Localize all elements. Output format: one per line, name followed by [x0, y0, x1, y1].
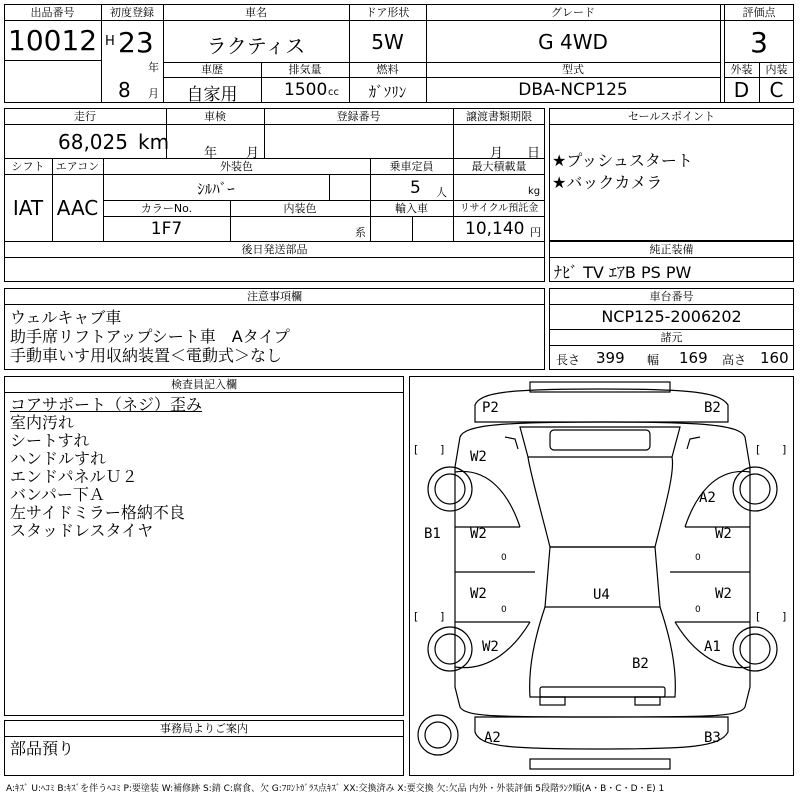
inspector-line-1: コアサポート（ネジ）歪み [10, 395, 203, 414]
office-label: 事務局よりご案内 [160, 722, 248, 735]
length-value: 399 [596, 349, 625, 367]
exterior-label: 外装 [730, 63, 753, 76]
mark-w2-r2: W2 [715, 586, 732, 602]
score-label: 評価点 [742, 6, 776, 19]
mileage-unit: km [138, 130, 170, 154]
recycle-value: 10,140 [465, 219, 525, 239]
shift-value: IAT [12, 196, 44, 220]
bracket-open-2: [ [756, 443, 761, 456]
color-label: 外装色 [220, 160, 253, 173]
bracket-open-4: [ [756, 610, 761, 623]
max-load-label: 最大積載量 [471, 160, 527, 173]
mark-w2-fl: W2 [470, 449, 487, 465]
first-reg-month-unit: 月 [148, 87, 159, 100]
history-label: 車歴 [201, 63, 223, 76]
car-name-label: 車名 [245, 6, 267, 19]
zero-mark-3: 0 [501, 605, 507, 615]
exterior-value: D [733, 78, 750, 102]
color-no-label: カラーNo. [140, 202, 193, 215]
aircon-value: AAC [56, 196, 99, 220]
zero-mark-4: 0 [695, 605, 701, 615]
specs-label: 諸元 [660, 331, 683, 344]
mark-a2-r: A2 [699, 490, 716, 506]
legend-text: A:ｷｽﾞ U:ﾍｺﾐ B:ｷｽﾞを伴うﾍｺﾐ P:要塗装 W:補修跡 S:錆 C:腐食、欠 G:ﾌﾛﾝﾄｶﾞﾗｽ点ｷｽﾞ XX:交換済み X:要交換 欠:欠品 内外・外装評価 5段階ﾗﾝｸ順(A・B・C・D・E) 1 [6, 784, 665, 794]
fuel-value: ｶﾞｿﾘﾝ [368, 83, 407, 101]
width-value: 169 [679, 349, 708, 367]
interior-value: C [769, 78, 784, 102]
notes-label: 注意事項欄 [247, 290, 302, 303]
model-value: DBA-NCP125 [518, 80, 628, 100]
car-name-value: ラクティス [206, 34, 306, 58]
notes-line-3: 手動車いす用収納装置＜電動式＞なし [10, 346, 283, 365]
mark-b2-bot: B2 [632, 656, 649, 672]
notes-line-2: 助手席リフトアップシート車 Aタイプ [10, 327, 290, 346]
grade-label: グレード [551, 6, 595, 19]
office-value: 部品預り [10, 739, 75, 758]
bracket-close-1: ] [440, 443, 445, 456]
interior-label: 内装 [765, 63, 788, 76]
chassis-label: 車台番号 [649, 290, 694, 303]
mark-u4: U4 [593, 587, 610, 603]
inspector-line-5: エンドパネルＵ２ [10, 467, 138, 486]
height-value: 160 [760, 349, 789, 367]
zero-mark-2: 0 [695, 553, 701, 563]
mark-w2-l2: W2 [470, 586, 487, 602]
first-reg-label: 初度登録 [110, 6, 154, 19]
history-value: 自家用 [186, 85, 238, 105]
model-label: 型式 [562, 63, 584, 76]
mileage-label: 走行 [74, 110, 96, 123]
chassis-value: NCP125-2006202 [601, 307, 742, 326]
inspection-year-unit: 年 [204, 146, 218, 161]
transfer-label: 譲渡書類期限 [466, 110, 532, 123]
transfer-month-unit: 月 [490, 146, 504, 161]
import-label: 輸入車 [395, 202, 428, 215]
mileage-value: 68,025 [58, 130, 128, 154]
car-outline [410, 377, 793, 775]
grade-value: G 4WD [538, 30, 608, 54]
height-label: 高さ [722, 353, 747, 367]
shift-label: シフト [11, 160, 45, 173]
equipment-label: 純正装備 [649, 243, 694, 256]
sales-point-label: セールスポイント [627, 110, 715, 123]
displacement-value: 1500 [284, 80, 328, 100]
bracket-close-4: ] [782, 610, 787, 623]
inspector-line-3: シートすれ [10, 431, 90, 450]
color-value: ｼﾙﾊﾞｰ [197, 180, 235, 198]
mark-b2-top: B2 [704, 400, 721, 416]
sales-point-line-2: ★バックカメラ [552, 173, 663, 192]
bracket-close-2: ] [782, 443, 787, 456]
first-reg-era: H [105, 34, 115, 49]
inspection-month-unit: 月 [246, 146, 260, 161]
recycle-unit: 円 [530, 226, 541, 239]
max-load-unit: kg [528, 186, 541, 197]
lot-no-label: 出品番号 [30, 6, 75, 19]
reg-no-label: 登録番号 [336, 110, 381, 123]
car-diagram [409, 376, 794, 776]
inspector-line-8: スタッドレスタイヤ [10, 521, 154, 540]
notes-line-1: ウェルキャブ車 [10, 308, 122, 327]
later-parts-label: 後日発送部品 [241, 243, 308, 256]
mark-a2-bot: A2 [484, 730, 501, 746]
displacement-unit: cc [328, 87, 339, 98]
int-color-unit: 系 [355, 226, 366, 239]
mark-a1: A1 [704, 639, 721, 655]
inspector-line-6: バンパー下Ａ [10, 485, 105, 504]
mark-p2: P2 [482, 400, 499, 416]
displacement-label: 排気量 [288, 63, 322, 76]
lot-no-value: 10012 [8, 24, 98, 57]
inspector-line-7: 左サイドミラー格納不良 [10, 503, 185, 522]
capacity-label: 乗車定員 [389, 160, 434, 173]
bracket-close-3: ] [440, 610, 445, 623]
door-value: 5W [371, 30, 404, 54]
mark-w2-r1: W2 [715, 526, 732, 542]
door-label: ドア形状 [365, 6, 410, 19]
zero-mark-1: 0 [501, 553, 507, 563]
mark-w2-rl: W2 [482, 639, 499, 655]
width-label: 幅 [647, 353, 660, 367]
int-color-label: 内装色 [283, 202, 317, 215]
bracket-open-1: [ [414, 443, 419, 456]
mark-w2-l1: W2 [470, 526, 487, 542]
bracket-open-3: [ [414, 610, 419, 623]
sales-point-line-1: ★プッシュスタート [552, 151, 693, 170]
capacity-unit: 人 [436, 186, 447, 199]
fuel-label: 燃料 [376, 63, 399, 76]
recycle-label: リサイクル預託金 [459, 203, 539, 214]
inspector-line-2: 室内汚れ [10, 413, 75, 432]
aircon-label: エアコン [55, 160, 100, 173]
equipment-value: ﾅﾋﾞ TV ｴｱB PS PW [554, 263, 692, 282]
score-value: 3 [750, 26, 768, 59]
first-reg-month: 8 [118, 78, 131, 102]
mark-b3: B3 [704, 730, 721, 746]
inspector-label: 検査員記入欄 [171, 378, 237, 391]
inspector-line-4: ハンドルすれ [10, 449, 107, 468]
color-no-value: 1F7 [150, 219, 183, 239]
mark-b1: B1 [424, 526, 441, 542]
capacity-value: 5 [410, 178, 421, 198]
first-reg-year-unit: 年 [148, 61, 159, 74]
length-label: 長さ [556, 353, 581, 367]
transfer-day-unit: 日 [527, 146, 541, 161]
inspection-label: 車検 [204, 110, 226, 123]
first-reg-year: 23 [118, 26, 154, 59]
